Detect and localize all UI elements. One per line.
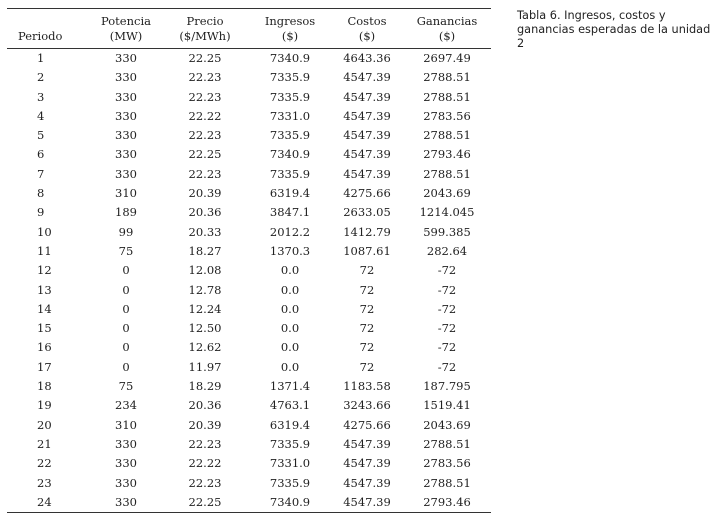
cell-costos: 4643.36 [343, 51, 391, 65]
cell-ingresos: 7340.9 [269, 51, 311, 65]
table-header [7, 9, 491, 49]
cell-periodo: 23 [37, 475, 52, 490]
cell-potencia: 330 [115, 108, 137, 123]
cell-costos: 4547.39 [343, 128, 391, 143]
cell-ganancias: -72 [437, 301, 457, 316]
cell-potencia: 0 [122, 282, 130, 297]
cell-ingresos: 0.0 [280, 359, 300, 374]
header-precio-unit: ($/MWh) [161, 29, 249, 49]
cell-costos: 4275.66 [343, 186, 391, 201]
cell-ingresos: 0.0 [280, 321, 300, 336]
cell-precio: 22.22 [188, 108, 222, 123]
cell-ganancias: 2793.46 [423, 147, 471, 162]
cell-periodo: 21 [37, 436, 52, 451]
cell-potencia: 0 [122, 263, 130, 278]
cell-costos: 1183.58 [343, 379, 391, 394]
header-ganancias-unit: ($) [403, 29, 491, 49]
cell-ganancias: 2788.51 [423, 475, 471, 490]
cell-periodo: 24 [37, 494, 52, 509]
cell-potencia: 310 [115, 186, 137, 201]
cell-precio: 12.50 [188, 321, 222, 336]
table-row [7, 300, 491, 319]
cell-ganancias: -72 [437, 359, 457, 374]
table-row [7, 416, 491, 435]
cell-periodo: 1 [37, 51, 45, 65]
cell-costos: 4547.39 [343, 494, 391, 509]
cell-precio: 12.62 [188, 340, 222, 355]
table-row [7, 68, 491, 87]
cell-periodo: 12 [37, 263, 52, 278]
cell-ingresos: 1370.3 [269, 243, 311, 258]
cell-periodo: 13 [37, 282, 52, 297]
cell-potencia: 330 [115, 494, 137, 509]
cell-ingresos: 2012.2 [269, 224, 311, 239]
cell-ganancias: 2783.56 [423, 456, 471, 471]
cell-precio: 22.23 [188, 166, 222, 181]
cell-costos: 4547.39 [343, 166, 391, 181]
cell-ganancias: 2788.51 [423, 70, 471, 85]
cell-potencia: 189 [115, 205, 137, 220]
cell-costos: 2633.05 [343, 205, 391, 220]
cell-periodo: 16 [37, 340, 52, 355]
cell-ganancias: 2788.51 [423, 436, 471, 451]
table-row [7, 474, 491, 493]
cell-costos: 72 [359, 263, 375, 278]
table-row [7, 107, 491, 126]
cell-precio: 22.23 [188, 128, 222, 143]
header-potencia-unit: (MW) [91, 29, 161, 49]
cell-costos: 1412.79 [343, 224, 391, 239]
cell-ingresos: 0.0 [280, 282, 300, 297]
cell-costos: 4547.39 [343, 475, 391, 490]
table-body [7, 49, 491, 513]
cell-precio: 22.22 [188, 456, 222, 471]
header-costos-unit: ($) [331, 29, 403, 49]
cell-costos: 72 [359, 321, 375, 336]
cell-potencia: 75 [118, 379, 134, 394]
cell-ingresos: 0.0 [280, 340, 300, 355]
cell-precio: 22.23 [188, 436, 222, 451]
cell-costos: 4547.39 [343, 436, 391, 451]
cell-precio: 18.27 [188, 243, 222, 258]
cell-ganancias: 2697.49 [423, 51, 471, 65]
header-periodo: Periodo [7, 29, 91, 49]
cell-precio: 11.97 [188, 359, 222, 374]
cell-costos: 72 [359, 301, 375, 316]
cell-ingresos: 6319.4 [269, 417, 311, 432]
header-precio-top: Precio [186, 14, 224, 28]
cell-periodo: 10 [37, 224, 52, 239]
cell-potencia: 330 [115, 89, 137, 104]
cell-ingresos: 7340.9 [269, 147, 311, 162]
cell-periodo: 5 [37, 128, 45, 143]
table-row [7, 126, 491, 145]
cell-potencia: 330 [115, 128, 137, 143]
cell-potencia: 330 [115, 166, 137, 181]
cell-precio: 12.78 [188, 282, 222, 297]
cell-periodo: 17 [37, 359, 52, 374]
cell-ganancias: 2783.56 [423, 108, 471, 123]
cell-potencia: 0 [122, 301, 130, 316]
cell-ganancias: -72 [437, 321, 457, 336]
cell-potencia: 330 [115, 456, 137, 471]
cell-costos: 4547.39 [343, 89, 391, 104]
cell-periodo: 14 [37, 301, 52, 316]
cell-ingresos: 7335.9 [269, 475, 311, 490]
cell-periodo: 2 [37, 70, 45, 85]
results-table [7, 8, 491, 513]
cell-ingresos: 6319.4 [269, 186, 311, 201]
table-row [7, 435, 491, 454]
cell-precio: 20.33 [188, 224, 222, 239]
cell-ganancias: -72 [437, 263, 457, 278]
table-row [7, 338, 491, 357]
header-ingresos-unit: ($) [249, 29, 331, 49]
cell-periodo: 9 [37, 205, 45, 220]
table-row [7, 49, 491, 69]
cell-costos: 1087.61 [343, 243, 391, 258]
table-row [7, 358, 491, 377]
cell-ingresos: 4763.1 [269, 398, 311, 413]
cell-potencia: 99 [118, 224, 134, 239]
header-periodo-top [7, 9, 91, 30]
table-row [7, 88, 491, 107]
cell-ingresos: 0.0 [280, 301, 300, 316]
cell-ganancias: 187.795 [423, 379, 471, 394]
cell-potencia: 310 [115, 417, 137, 432]
cell-ganancias: -72 [437, 340, 457, 355]
cell-ingresos: 1371.4 [269, 379, 311, 394]
results-table-container [7, 8, 491, 513]
cell-potencia: 330 [115, 436, 137, 451]
cell-costos: 72 [359, 340, 375, 355]
cell-precio: 18.29 [188, 379, 222, 394]
cell-ingresos: 7335.9 [269, 166, 311, 181]
cell-precio: 12.08 [188, 263, 222, 278]
cell-precio: 22.23 [188, 70, 222, 85]
cell-ganancias: 1214.045 [419, 205, 475, 220]
table-row [7, 493, 491, 513]
cell-ganancias: 599.385 [423, 224, 471, 239]
cell-precio: 20.36 [188, 398, 222, 413]
cell-periodo: 7 [37, 166, 45, 181]
cell-ganancias: 2793.46 [423, 494, 471, 509]
cell-precio: 20.36 [188, 205, 222, 220]
cell-periodo: 20 [37, 417, 52, 432]
cell-ganancias: 2788.51 [423, 89, 471, 104]
cell-periodo: 6 [37, 147, 45, 162]
table-row [7, 242, 491, 261]
header-ingresos-top: Ingresos [264, 14, 316, 28]
cell-potencia: 0 [122, 359, 130, 374]
cell-potencia: 0 [122, 321, 130, 336]
table-row [7, 396, 491, 415]
cell-potencia: 234 [115, 398, 137, 413]
table-row [7, 145, 491, 164]
cell-costos: 4275.66 [343, 417, 391, 432]
cell-periodo: 3 [37, 89, 45, 104]
cell-precio: 22.23 [188, 475, 222, 490]
cell-precio: 20.39 [188, 417, 222, 432]
cell-costos: 4547.39 [343, 456, 391, 471]
cell-ganancias: -72 [437, 282, 457, 297]
table-row [7, 319, 491, 338]
cell-ingresos: 7335.9 [269, 89, 311, 104]
cell-periodo: 22 [37, 456, 52, 471]
cell-ingresos: 7331.0 [269, 108, 311, 123]
cell-ganancias: 1519.41 [423, 398, 471, 413]
cell-ingresos: 3847.1 [269, 205, 311, 220]
cell-ganancias: 2043.69 [423, 417, 471, 432]
cell-ingresos: 7335.9 [269, 70, 311, 85]
cell-periodo: 8 [37, 186, 45, 201]
cell-potencia: 0 [122, 340, 130, 355]
cell-costos: 4547.39 [343, 147, 391, 162]
cell-potencia: 330 [115, 70, 137, 85]
cell-precio: 20.39 [188, 186, 222, 201]
cell-ganancias: 282.64 [426, 243, 468, 258]
cell-precio: 22.25 [188, 147, 222, 162]
cell-potencia: 330 [115, 147, 137, 162]
cell-precio: 22.25 [188, 51, 222, 65]
cell-ganancias: 2788.51 [423, 166, 471, 181]
cell-costos: 4547.39 [343, 70, 391, 85]
table-row [7, 281, 491, 300]
table-row [7, 261, 491, 280]
table-row [7, 184, 491, 203]
table-row [7, 223, 491, 242]
cell-ingresos: 7335.9 [269, 436, 311, 451]
cell-costos: 4547.39 [343, 108, 391, 123]
cell-ganancias: 2043.69 [423, 186, 471, 201]
cell-periodo: 18 [37, 379, 52, 394]
cell-costos: 72 [359, 359, 375, 374]
header-ganancias-top: Ganancias [416, 14, 478, 28]
table-caption: Tabla 6. Ingresos, costos y ganancias esperadas de la unidad 2 [517, 9, 711, 50]
cell-ingresos: 7340.9 [269, 494, 311, 509]
cell-potencia: 330 [115, 51, 137, 65]
cell-ingresos: 7335.9 [269, 128, 311, 143]
cell-precio: 22.23 [188, 89, 222, 104]
table-row [7, 454, 491, 473]
cell-potencia: 330 [115, 475, 137, 490]
table-row [7, 377, 491, 396]
cell-potencia: 75 [118, 243, 134, 258]
header-potencia-top: Potencia [100, 14, 151, 28]
cell-ingresos: 0.0 [280, 263, 300, 278]
table-row [7, 203, 491, 222]
cell-periodo: 11 [37, 243, 52, 258]
cell-ingresos: 7331.0 [269, 456, 311, 471]
cell-periodo: 4 [37, 108, 45, 123]
cell-costos: 72 [359, 282, 375, 297]
cell-precio: 12.24 [188, 301, 222, 316]
cell-precio: 22.25 [188, 494, 222, 509]
cell-ganancias: 2788.51 [423, 128, 471, 143]
cell-periodo: 19 [37, 398, 52, 413]
header-costos-top: Costos [347, 14, 387, 28]
cell-costos: 3243.66 [343, 398, 391, 413]
cell-periodo: 15 [37, 321, 52, 336]
table-row [7, 165, 491, 184]
